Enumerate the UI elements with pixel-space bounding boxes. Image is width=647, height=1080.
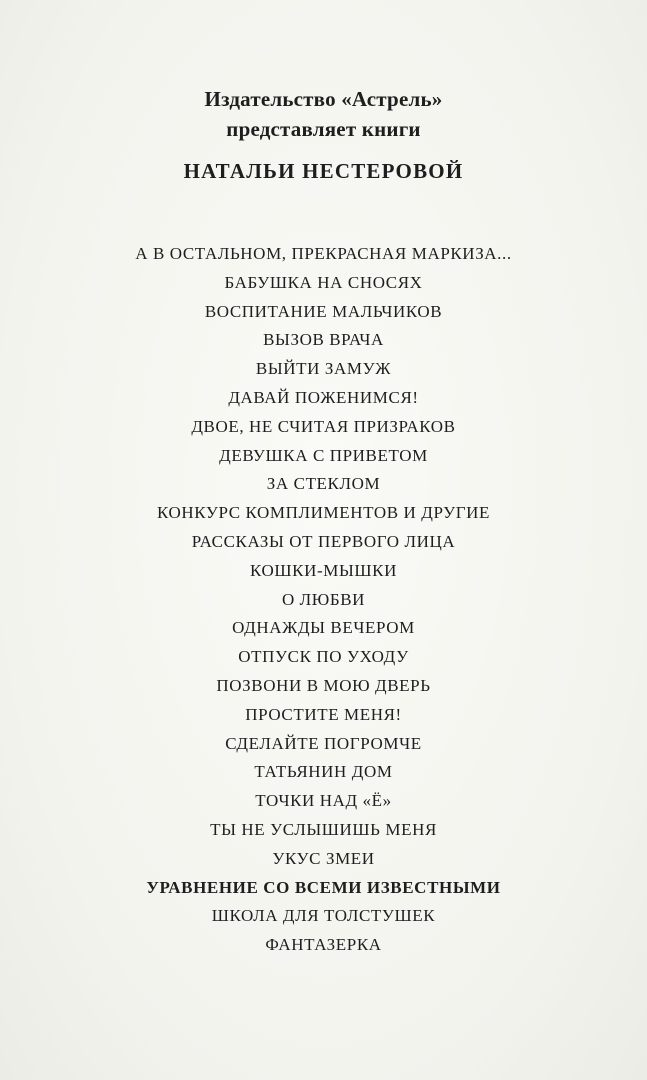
book-title: ТОЧКИ НАД «Ё» [255,791,392,811]
book-title: ВЫЙТИ ЗАМУЖ [255,359,392,379]
book-title: ДВОЕ, НЕ СЧИТАЯ ПРИЗРАКОВ [191,416,456,436]
book-title: ДАВАЙ ПОЖЕНИМСЯ! [228,387,419,407]
book-title: КОШКИ-МЫШКИ [250,560,397,580]
book-title: ФАНТАЗЕРКА [265,935,382,955]
book-list [0,240,647,960]
book-title: ВЫЗОВ ВРАЧА [263,330,384,350]
book-title: СДЕЛАЙТЕ ПОГРОМЧЕ [225,733,422,753]
book-title: КОНКУРС КОМПЛИМЕНТОВ И ДРУГИЕ [156,503,491,523]
book-title: ШКОЛА ДЛЯ ТОЛСТУШЕК [211,906,436,926]
book-title: ТАТЬЯНИН ДОМ [254,762,393,782]
book-title: ЗА СТЕКЛОМ [266,474,381,494]
book-title: ПРОСТИТЕ МЕНЯ! [245,704,402,724]
book-title: БАБУШКА НА СНОСЯХ [224,272,423,292]
presents-line: представляет книги [226,117,421,141]
book-title: ОДНАЖДЫ ВЕЧЕРОМ [232,618,415,638]
book-title: ТЫ НЕ УСЛЫШИШЬ МЕНЯ [210,819,437,839]
book-title-highlighted: УРАВНЕНИЕ СО ВСЕМИ ИЗВЕСТНЫМИ [146,877,501,897]
book-title-continuation: РАССКАЗЫ ОТ ПЕРВОГО ЛИЦА [191,531,456,551]
author-name: НАТАЛЬИ НЕСТЕРОВОЙ [183,159,464,183]
book-title: О ЛЮБВИ [281,589,366,609]
book-title: ПОЗВОНИ В МОЮ ДВЕРЬ [216,675,431,695]
book-title: ДЕВУШКА С ПРИВЕТОМ [219,445,428,465]
publisher-line: Издательство «Астрель» [204,87,443,111]
book-title: А В ОСТАЛЬНОМ, ПРЕКРАСНАЯ МАРКИЗА... [135,244,512,263]
book-title: ВОСПИТАНИЕ МАЛЬЧИКОВ [204,301,443,321]
book-title: ОТПУСК ПО УХОДУ [238,647,409,667]
book-title: УКУС ЗМЕИ [272,848,375,868]
